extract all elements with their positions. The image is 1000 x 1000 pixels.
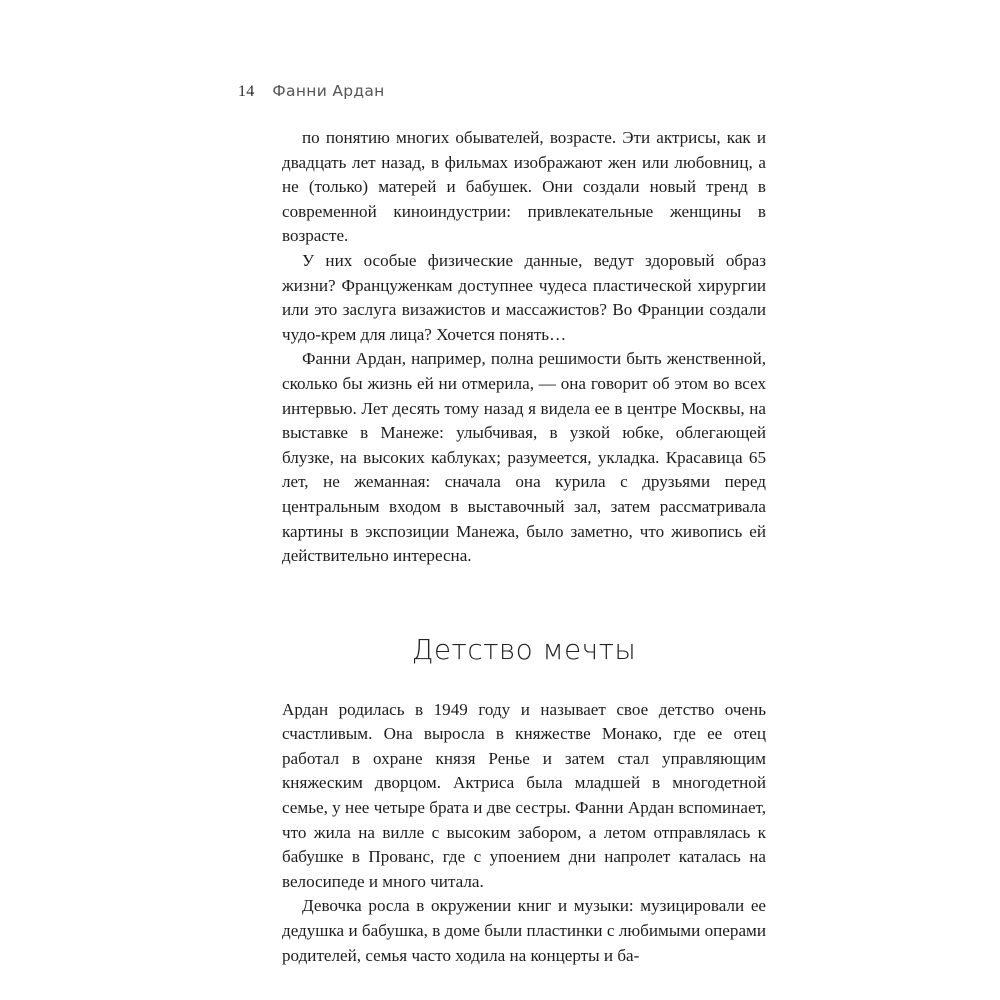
running-head-title: Фанни Ардан	[272, 82, 385, 100]
body-paragraph: У них особые физические данные, ведут здоровый образ жизни? Француженкам доступнее чудеса пластической хирургии или это заслуга визажистов и массажистов? Во Франции создали чудо-крем для лица? Хочется понять…	[282, 250, 766, 344]
body-paragraph: Девочка росла в окружении книг и музыки: музицировали ее дедушка и бабушка, в доме были пластинки с любимыми операми родителей, семья часто ходила на концерты и ба-	[282, 896, 766, 965]
running-head	[238, 82, 385, 101]
section-heading: Детство мечты	[411, 632, 637, 666]
page-number: 14	[238, 83, 255, 100]
body-paragraph: Ардан родилась в 1949 году и называет свое детство очень счастливым. Она выросла в княжестве Монако, где ее отец работал в охране князя Ренье и затем стал управляющим княжеским дворцом. Актриса была младшей в многодетной семье, у нее четыре брата и две сестры. Фанни Ардан вспоминает, что жила на вилле с высоким забором, а летом отправлялась к бабушке в Прованс, где с упоением дни напролет каталась на велосипеде и много читала.	[282, 699, 766, 891]
text-column	[282, 126, 766, 968]
body-paragraph: по понятию многих обывателей, возрасте. Эти актрисы, как и двадцать лет назад, в фильмах изображают жен или любовниц, а не (только) матерей и бабушек. Они создали новый тренд в современной киноиндустрии: привлекательные женщины в возрасте.	[282, 128, 766, 246]
body-paragraph: Фанни Ардан, например, полна решимости быть женственной, сколько бы жизнь ей ни отмерила, — она говорит об этом во всех интервью. Лет десять тому назад я видела ее в центре Москвы, на выставке в Манеже: улыбчивая, в узкой юбке, облегающей блузке, на высоких каблуках; разумеется, укладка. Красавица 65 лет, не жеманная: сначала она курила с друзьями перед центральным входом в выставочный зал, затем рассматривала картины в экспозиции Манежа, было заметно, что живопись ей действительно интересна.	[282, 349, 766, 566]
